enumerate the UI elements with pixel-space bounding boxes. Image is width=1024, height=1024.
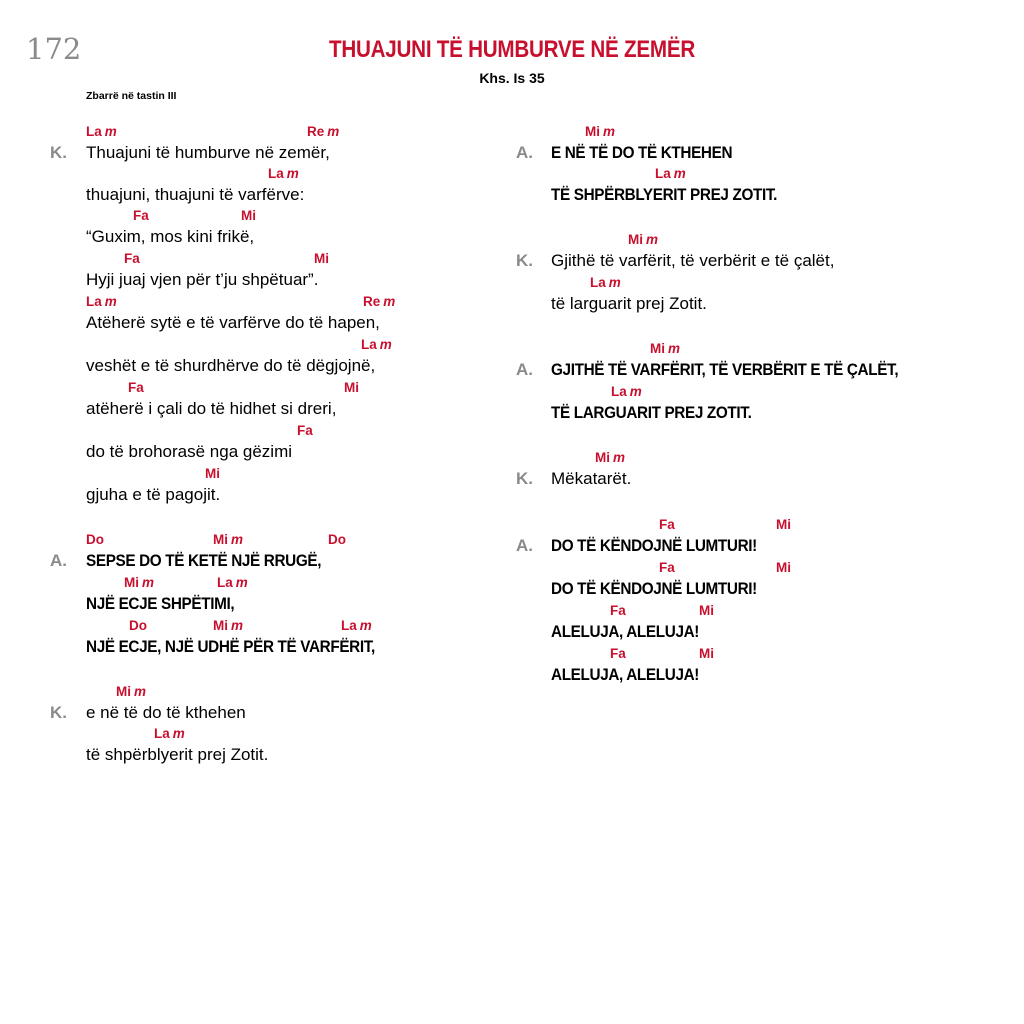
lyric-line: Gjithë të varfërit, të verbërit e të çalët, bbox=[551, 251, 835, 270]
scripture-reference: Khs. Is 35 bbox=[479, 70, 545, 86]
role-marker: A. bbox=[516, 143, 533, 162]
chord bbox=[650, 341, 680, 356]
lyric-line: ALELUJA, ALELUJA! bbox=[551, 622, 700, 641]
chord bbox=[655, 166, 686, 181]
role-marker: A. bbox=[50, 551, 67, 570]
chord-minor: m bbox=[383, 294, 396, 309]
chord bbox=[585, 124, 615, 139]
chord bbox=[776, 517, 791, 532]
chord bbox=[128, 380, 144, 395]
chord-root: La bbox=[86, 294, 102, 309]
capo-note: Zbarrë në tastin III bbox=[86, 90, 177, 102]
chord bbox=[363, 294, 395, 309]
chord-root: Mi bbox=[314, 251, 329, 266]
chord bbox=[611, 384, 642, 399]
lyric-line: “Guxim, mos kini frikë, bbox=[86, 227, 255, 246]
chord-root: La bbox=[655, 166, 671, 181]
chord-minor: m bbox=[235, 575, 248, 590]
chord-root: La bbox=[217, 575, 233, 590]
lyric-line: do të brohorasë nga gëzimi bbox=[86, 442, 293, 461]
chord-minor: m bbox=[613, 450, 626, 465]
chord bbox=[154, 726, 185, 741]
chord bbox=[86, 532, 104, 547]
chord-root: Re bbox=[363, 294, 381, 309]
lyric-line: ALELUJA, ALELUJA! bbox=[551, 665, 700, 684]
chord bbox=[344, 380, 359, 395]
chord bbox=[133, 208, 149, 223]
chord-minor: m bbox=[379, 337, 392, 352]
chord bbox=[628, 232, 658, 247]
role-marker: K. bbox=[50, 703, 67, 722]
chord bbox=[590, 275, 621, 290]
chord-minor: m bbox=[646, 232, 659, 247]
chord-root: La bbox=[361, 337, 377, 352]
lyric-line: Hyji juaj vjen për t’ju shpëtuar”. bbox=[86, 270, 319, 289]
role-marker: A. bbox=[516, 360, 533, 379]
chord-minor: m bbox=[327, 124, 340, 139]
chord-minor: m bbox=[286, 166, 299, 181]
chord bbox=[241, 208, 256, 223]
role-marker: K. bbox=[50, 143, 67, 162]
chord bbox=[124, 575, 154, 590]
chord-root: Mi bbox=[595, 450, 610, 465]
chord-root: Fa bbox=[133, 208, 149, 223]
chord-root: Mi bbox=[241, 208, 256, 223]
chord-root: Re bbox=[307, 124, 325, 139]
chord-root: Fa bbox=[128, 380, 144, 395]
lyric-line: e në të do të kthehen bbox=[86, 703, 246, 722]
chord-root: La bbox=[154, 726, 170, 741]
chord-minor: m bbox=[104, 294, 117, 309]
chord bbox=[776, 560, 791, 575]
chord-root: Do bbox=[328, 532, 346, 547]
chord-minor: m bbox=[668, 341, 681, 356]
chord-root: Mi bbox=[585, 124, 600, 139]
chord bbox=[595, 450, 625, 465]
chord bbox=[699, 646, 714, 661]
role-marker: A. bbox=[516, 536, 533, 555]
lyric-line: atëherë i çali do të hidhet si dreri, bbox=[86, 399, 337, 418]
chord bbox=[341, 618, 372, 633]
chord-minor: m bbox=[359, 618, 372, 633]
lyric-line: TË LARGUARIT PREJ ZOTIT. bbox=[551, 403, 752, 422]
chord-minor: m bbox=[629, 384, 642, 399]
chord-root: La bbox=[268, 166, 284, 181]
chord-root: Mi bbox=[205, 466, 220, 481]
lyric-line: NJË ECJE, NJË UDHË PËR TË VARFËRIT, bbox=[86, 637, 375, 656]
chord-minor: m bbox=[142, 575, 155, 590]
lyric-line: Mëkatarët. bbox=[551, 469, 632, 488]
chord-minor: m bbox=[104, 124, 117, 139]
chord bbox=[610, 646, 626, 661]
chord bbox=[213, 532, 243, 547]
chord-root: Fa bbox=[659, 517, 675, 532]
chord-minor: m bbox=[231, 532, 244, 547]
chord-root: Mi bbox=[628, 232, 643, 247]
chord-root: La bbox=[590, 275, 606, 290]
lyric-line: Thuajuni të humburve në zemër, bbox=[86, 143, 330, 162]
chord bbox=[297, 423, 313, 438]
lyric-line: të shpërblyerit prej Zotit. bbox=[86, 745, 269, 764]
lyric-line: Atëherë sytë e të varfërve do të hapen, bbox=[86, 313, 380, 332]
chord-root: Do bbox=[86, 532, 104, 547]
chord bbox=[268, 166, 299, 181]
chord bbox=[361, 337, 392, 352]
chord-root: Mi bbox=[124, 575, 139, 590]
chord-root: La bbox=[611, 384, 627, 399]
lyric-line: TË SHPËRBLYERIT PREJ ZOTIT. bbox=[551, 185, 778, 204]
chord-root: Fa bbox=[297, 423, 313, 438]
chord bbox=[217, 575, 248, 590]
chord bbox=[699, 603, 714, 618]
chord bbox=[205, 466, 220, 481]
chord-root: La bbox=[341, 618, 357, 633]
role-marker: K. bbox=[516, 469, 533, 488]
lyric-line: veshët e të shurdhërve do të dëgjojnë, bbox=[86, 356, 376, 375]
chord bbox=[116, 684, 146, 699]
chord-root: Fa bbox=[124, 251, 140, 266]
lyric-line: SEPSE DO TË KETË NJË RRUGË, bbox=[86, 551, 322, 570]
chord-root: Mi bbox=[116, 684, 131, 699]
chord-root: Mi bbox=[213, 618, 228, 633]
lyric-line: thuajuni, thuajuni të varfërve: bbox=[86, 185, 305, 204]
chord bbox=[86, 294, 117, 309]
song-title: THUAJUNI TË HUMBURVE NË ZEMËR bbox=[329, 36, 695, 63]
chord-minor: m bbox=[231, 618, 244, 633]
chord bbox=[328, 532, 346, 547]
lyric-line: DO TË KËNDOJNË LUMTURI! bbox=[551, 579, 757, 598]
lyric-line: gjuha e të pagojit. bbox=[86, 485, 221, 504]
chord-root: Fa bbox=[659, 560, 675, 575]
chord bbox=[659, 517, 675, 532]
lyric-line: GJITHË TË VARFËRIT, TË VERBËRIT E TË ÇALËT, bbox=[551, 360, 899, 379]
chord bbox=[124, 251, 140, 266]
page-number: 172 bbox=[26, 32, 82, 66]
chord bbox=[314, 251, 329, 266]
chord-root: Mi bbox=[776, 517, 791, 532]
chord-minor: m bbox=[134, 684, 147, 699]
lyric-line: NJË ECJE SHPËTIMI, bbox=[86, 594, 235, 613]
role-marker: K. bbox=[516, 251, 533, 270]
lyric-line: të larguarit prej Zotit. bbox=[551, 294, 707, 313]
chord-root: Mi bbox=[650, 341, 665, 356]
chord-root: La bbox=[86, 124, 102, 139]
chord-minor: m bbox=[603, 124, 616, 139]
chord bbox=[213, 618, 243, 633]
chord bbox=[659, 560, 675, 575]
chord-minor: m bbox=[608, 275, 621, 290]
lyric-line: E NË TË DO TË KTHEHEN bbox=[551, 143, 733, 162]
chord bbox=[129, 618, 147, 633]
chord bbox=[86, 124, 117, 139]
chord-minor: m bbox=[673, 166, 686, 181]
chord-root: Mi bbox=[344, 380, 359, 395]
chord-minor: m bbox=[172, 726, 185, 741]
chord bbox=[307, 124, 339, 139]
chord-root: Mi bbox=[213, 532, 228, 547]
chord-root: Do bbox=[129, 618, 147, 633]
chord-root: Mi bbox=[776, 560, 791, 575]
chord-root: Fa bbox=[610, 603, 626, 618]
lyric-line: DO TË KËNDOJNË LUMTURI! bbox=[551, 536, 757, 555]
chord bbox=[610, 603, 626, 618]
chord-root: Mi bbox=[699, 646, 714, 661]
chord-root: Mi bbox=[699, 603, 714, 618]
chord-root: Fa bbox=[610, 646, 626, 661]
